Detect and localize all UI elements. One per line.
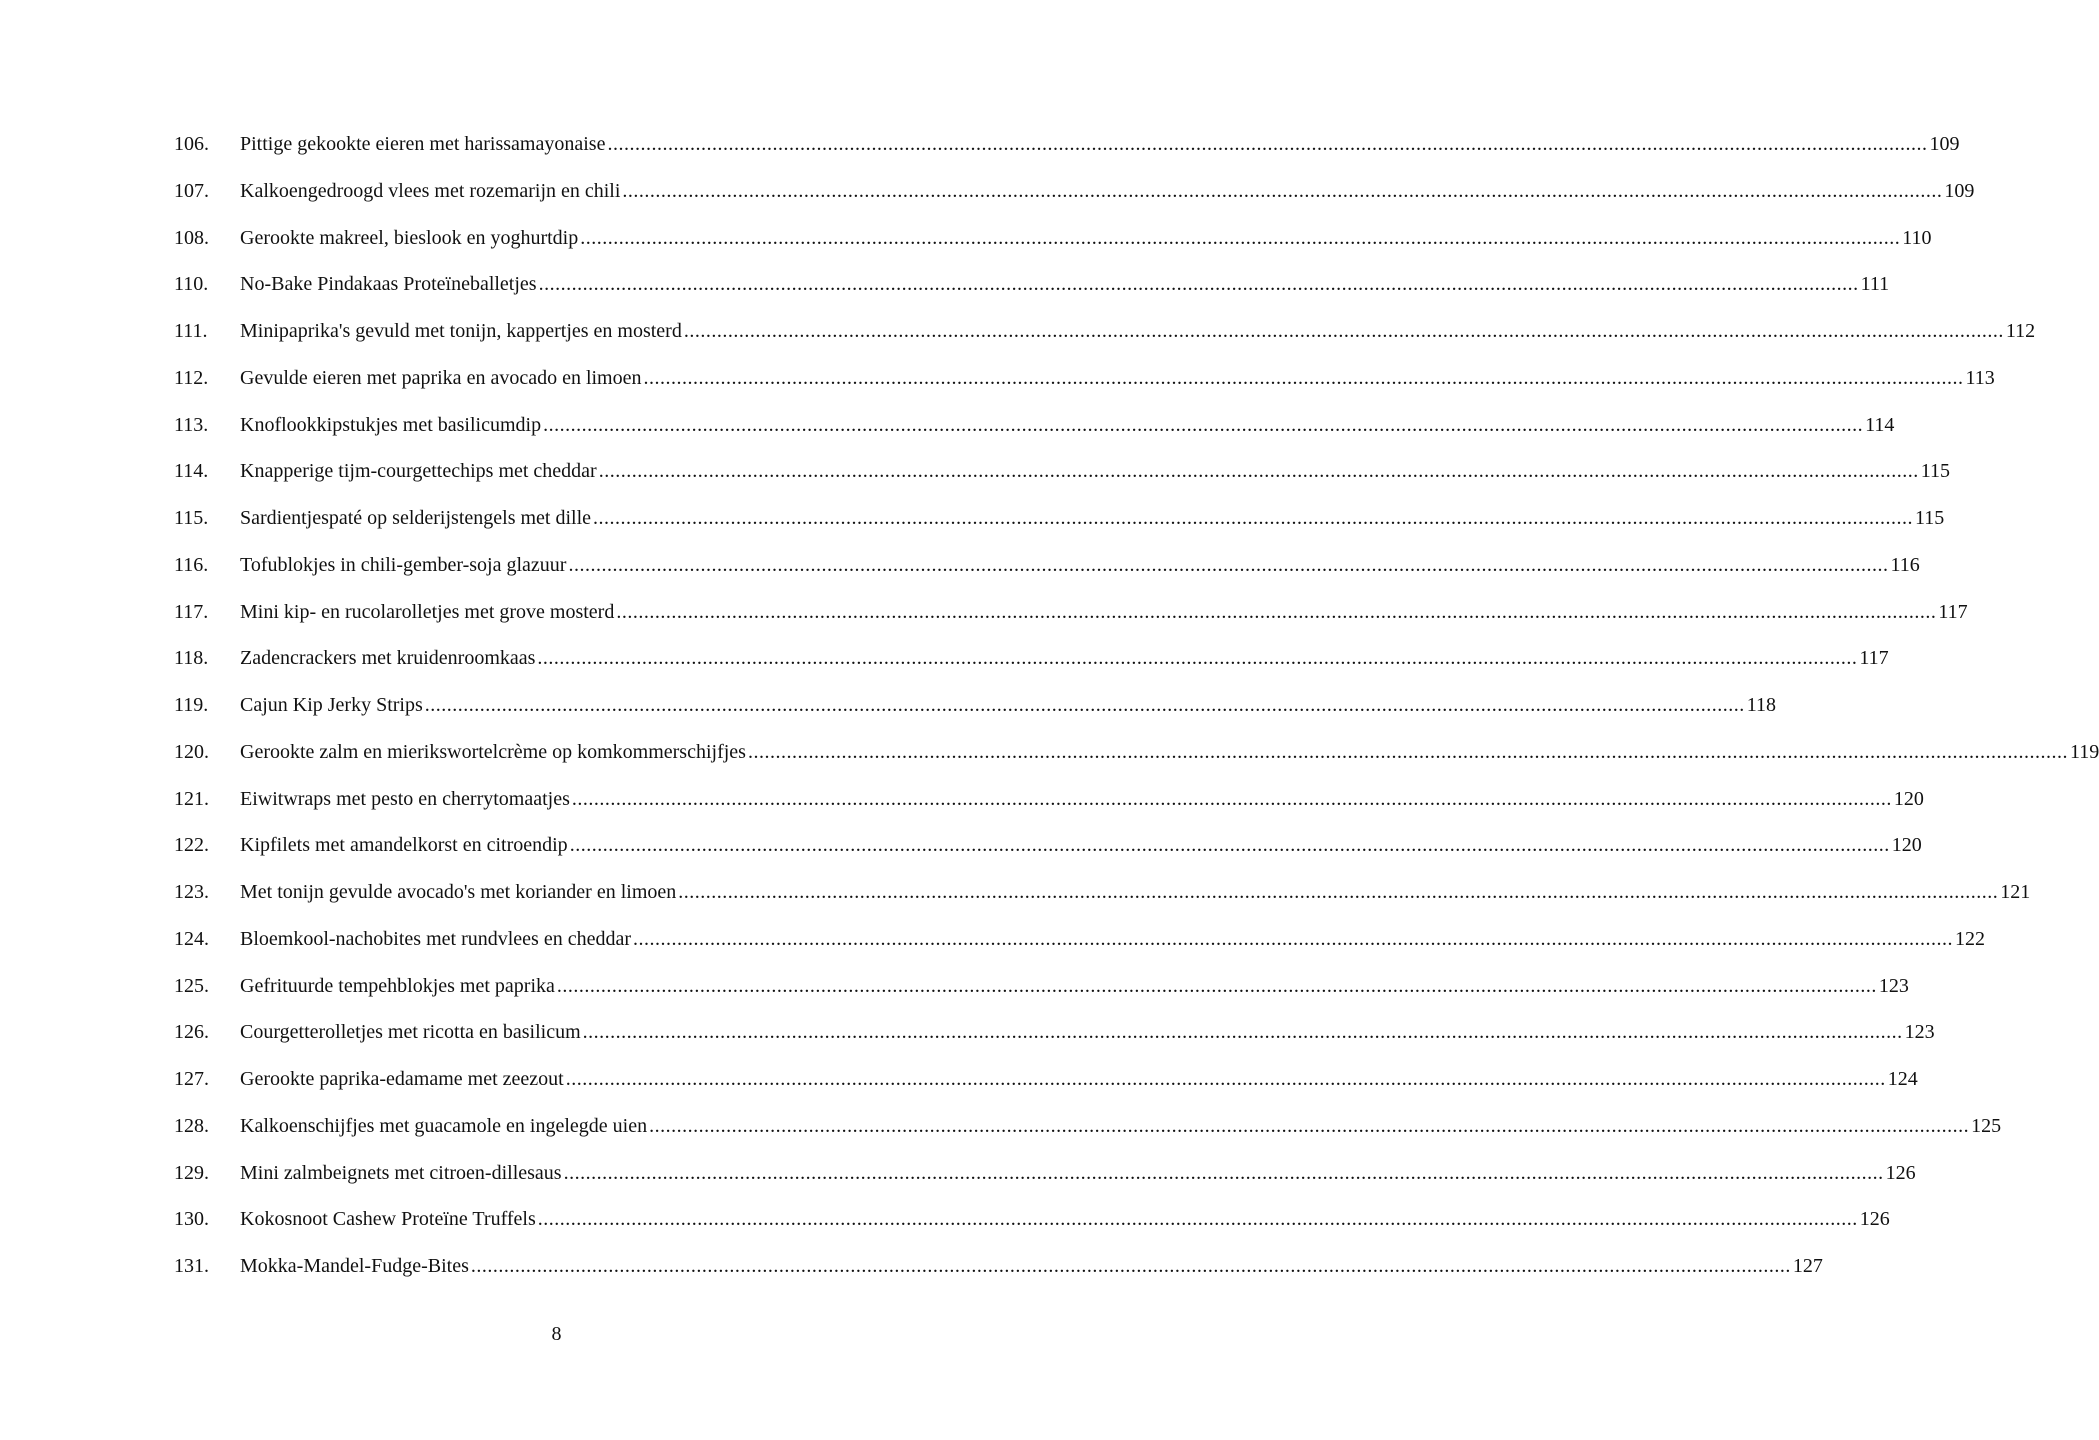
toc-entry-title: No-Bake Pindakaas Proteïneballetjes <box>240 273 537 296</box>
toc-entry[interactable] <box>174 1012 1935 1059</box>
toc-entry-page: 117 <box>1859 647 1889 670</box>
toc-entry[interactable] <box>174 124 1960 171</box>
toc-entry[interactable] <box>174 732 2099 779</box>
toc-entry[interactable] <box>174 825 1922 872</box>
dot-leader <box>570 825 1890 865</box>
toc-entry[interactable] <box>174 919 1985 966</box>
toc-entry[interactable] <box>174 1199 1890 1246</box>
toc-entry-page: 123 <box>1878 974 1909 997</box>
toc-entry-title: Kalkoenschijfjes met guacamole en ingelegde uien <box>240 1114 648 1137</box>
toc-entry-number: 107. <box>174 179 209 202</box>
toc-entry-page: 118 <box>1746 694 1777 716</box>
toc-entry-title: Eiwitwraps met pesto en cherrytomaatjes <box>240 787 570 810</box>
toc-entry-page: 110 <box>1902 226 1932 249</box>
toc-entry-title: Met tonijn gevulde avocado's met koriander en limoen <box>240 881 677 903</box>
toc-entry-title: Mini zalmbeignets met citroen-dillesaus <box>240 1161 562 1184</box>
toc-entry-title: Kokosnoot Cashew Proteïne Truffels <box>240 1208 536 1231</box>
toc-entry[interactable] <box>174 872 2031 919</box>
toc-entry-title: Zadencrackers met kruidenroomkaas <box>240 647 536 670</box>
toc-entry-number: 131. <box>174 1255 209 1277</box>
toc-entry-number: 122. <box>174 834 209 857</box>
dot-leader <box>572 779 1892 819</box>
toc-entry-page: 124 <box>1887 1068 1918 1090</box>
toc-entry-page: 113 <box>1965 366 1995 389</box>
toc-entry-page: 109 <box>1944 179 1975 202</box>
toc-entry-title: Courgetterolletjes met ricotta en basilicum <box>240 1021 581 1044</box>
toc-entry-number: 111. <box>174 320 208 342</box>
toc-entry-page: 126 <box>1859 1208 1890 1231</box>
toc-entry-number: 130. <box>174 1208 209 1231</box>
toc-entry-page: 123 <box>1904 1021 1935 1044</box>
dot-leader <box>557 966 1877 1006</box>
toc-entry-number: 117. <box>174 600 209 623</box>
dot-leader <box>593 498 1913 538</box>
dot-leader <box>471 1246 1791 1286</box>
toc-entry[interactable] <box>174 311 2036 358</box>
dot-leader <box>599 451 1919 491</box>
toc-entry-number: 113. <box>174 413 209 436</box>
toc-entry-number: 128. <box>174 1114 209 1137</box>
toc-entry-title: Minipaprika's gevuld met tonijn, kappertjes en mosterd <box>240 320 682 342</box>
toc-entry-title: Gerookte zalm en mierikswortelcrème op komkommerschijfjes <box>240 740 746 763</box>
toc-entry-number: 119. <box>174 694 209 716</box>
toc-entry[interactable] <box>174 1059 1918 1106</box>
toc-entry-page: 126 <box>1885 1161 1916 1184</box>
toc-entry[interactable] <box>174 545 1920 592</box>
toc-entry[interactable] <box>174 264 1890 311</box>
toc-entry-number: 123. <box>174 881 209 903</box>
toc-entry-page: 111 <box>1860 273 1890 296</box>
toc-entry-page: 120 <box>1893 787 1924 810</box>
toc-entry-page: 125 <box>1971 1114 2002 1137</box>
dot-leader <box>566 1059 1886 1099</box>
toc-entry-title: Gevulde eieren met paprika en avocado en limoen <box>240 366 642 389</box>
toc-entry-page: 115 <box>1915 507 1945 529</box>
toc-entry-title: Cajun Kip Jerky Strips <box>240 694 423 716</box>
toc-entry[interactable] <box>174 1106 2002 1153</box>
toc-entry-page: 119 <box>2069 740 2099 763</box>
toc-entry[interactable] <box>174 1246 1823 1293</box>
toc-entry-page: 114 <box>1865 413 1895 436</box>
toc-entry-number: 120. <box>174 740 209 763</box>
dot-leader <box>678 872 1998 912</box>
toc-entry[interactable] <box>174 171 1975 218</box>
toc-entry-title: Gefrituurde tempehblokjes met paprika <box>240 974 555 997</box>
dot-leader <box>616 592 1936 632</box>
toc-entry-number: 118. <box>174 647 209 670</box>
toc-entry[interactable] <box>174 358 1995 405</box>
toc-entry[interactable] <box>174 685 1777 732</box>
dot-leader <box>649 1106 1969 1146</box>
toc-entry-number: 116. <box>174 553 209 576</box>
toc-entry-page: 122 <box>1955 927 1985 950</box>
dot-leader <box>684 311 2004 351</box>
toc-entry-number: 129. <box>174 1161 209 1184</box>
dot-leader <box>644 358 1964 398</box>
dot-leader <box>633 919 1953 959</box>
toc-entry-page: 121 <box>2000 881 2031 903</box>
toc-entry-title: Gerookte paprika-edamame met zeezout <box>240 1068 564 1090</box>
toc-entry-title: Kalkoengedroogd vlees met rozemarijn en chili <box>240 179 621 202</box>
toc-entry-number: 110. <box>174 273 209 296</box>
dot-leader <box>580 218 1900 258</box>
toc-entry-title: Bloemkool-nachobites met rundvlees en cheddar <box>240 927 631 950</box>
toc-entry-title: Pittige gekookte eieren met harissamayonaise <box>240 133 606 155</box>
toc-entry-title: Mokka-Mandel-Fudge-Bites <box>240 1255 469 1277</box>
dot-leader <box>539 264 1859 304</box>
toc-entry-number: 108. <box>174 226 209 249</box>
toc-entry[interactable] <box>174 498 1945 545</box>
toc-entry-number: 127. <box>174 1068 209 1090</box>
toc-entry-number: 124. <box>174 927 209 950</box>
dot-leader <box>607 124 1927 164</box>
toc-entry-number: 121. <box>174 787 209 810</box>
toc-entry[interactable] <box>174 218 1932 265</box>
toc-entry[interactable] <box>174 592 1968 639</box>
dot-leader <box>543 405 1863 445</box>
toc-entry-title: Kipfilets met amandelkorst en citroendip <box>240 834 568 857</box>
toc-entry-page: 112 <box>2005 320 2036 342</box>
page-number: 8 <box>551 1323 562 1345</box>
toc-entry-number: 126. <box>174 1021 209 1044</box>
dot-leader <box>568 545 1888 585</box>
dot-leader <box>538 1199 1858 1239</box>
dot-leader <box>748 732 2068 772</box>
toc-entry-title: Sardientjespaté op selderijstengels met dille <box>240 507 592 529</box>
toc-entry[interactable] <box>174 779 1924 826</box>
dot-leader <box>622 171 1942 211</box>
toc-entry-title: Tofublokjes in chili-gember-soja glazuur <box>240 553 567 576</box>
dot-leader <box>564 1153 1884 1193</box>
dot-leader <box>425 685 1745 725</box>
toc-entry-page: 117 <box>1938 600 1968 623</box>
toc-entry[interactable] <box>174 1153 1916 1200</box>
toc-entry-number: 115. <box>174 507 209 529</box>
toc-entry[interactable] <box>174 451 1950 498</box>
toc-entry-title: Knoflookkipstukjes met basilicumdip <box>240 413 542 436</box>
toc-entry-number: 106. <box>174 133 209 155</box>
toc-entry-title: Mini kip- en rucolarolletjes met grove mosterd <box>240 600 615 623</box>
toc-entry-page: 115 <box>1920 460 1950 483</box>
toc-entry-number: 114. <box>174 460 209 483</box>
toc-entry-number: 125. <box>174 974 209 997</box>
toc-entry[interactable] <box>174 966 1909 1013</box>
table-of-contents <box>174 124 2099 1293</box>
toc-entry[interactable] <box>174 638 1889 685</box>
dot-leader <box>583 1012 1903 1052</box>
toc-entry-title: Knapperige tijm-courgettechips met cheddar <box>240 460 597 483</box>
toc-entry[interactable] <box>174 405 1895 452</box>
dot-leader <box>537 638 1857 678</box>
toc-entry-page: 116 <box>1890 553 1920 576</box>
toc-entry-number: 112. <box>174 366 209 389</box>
toc-entry-page: 127 <box>1792 1255 1823 1277</box>
toc-entry-page: 109 <box>1929 133 1960 155</box>
toc-entry-title: Gerookte makreel, bieslook en yoghurtdip <box>240 226 579 249</box>
toc-entry-page: 120 <box>1891 834 1922 857</box>
